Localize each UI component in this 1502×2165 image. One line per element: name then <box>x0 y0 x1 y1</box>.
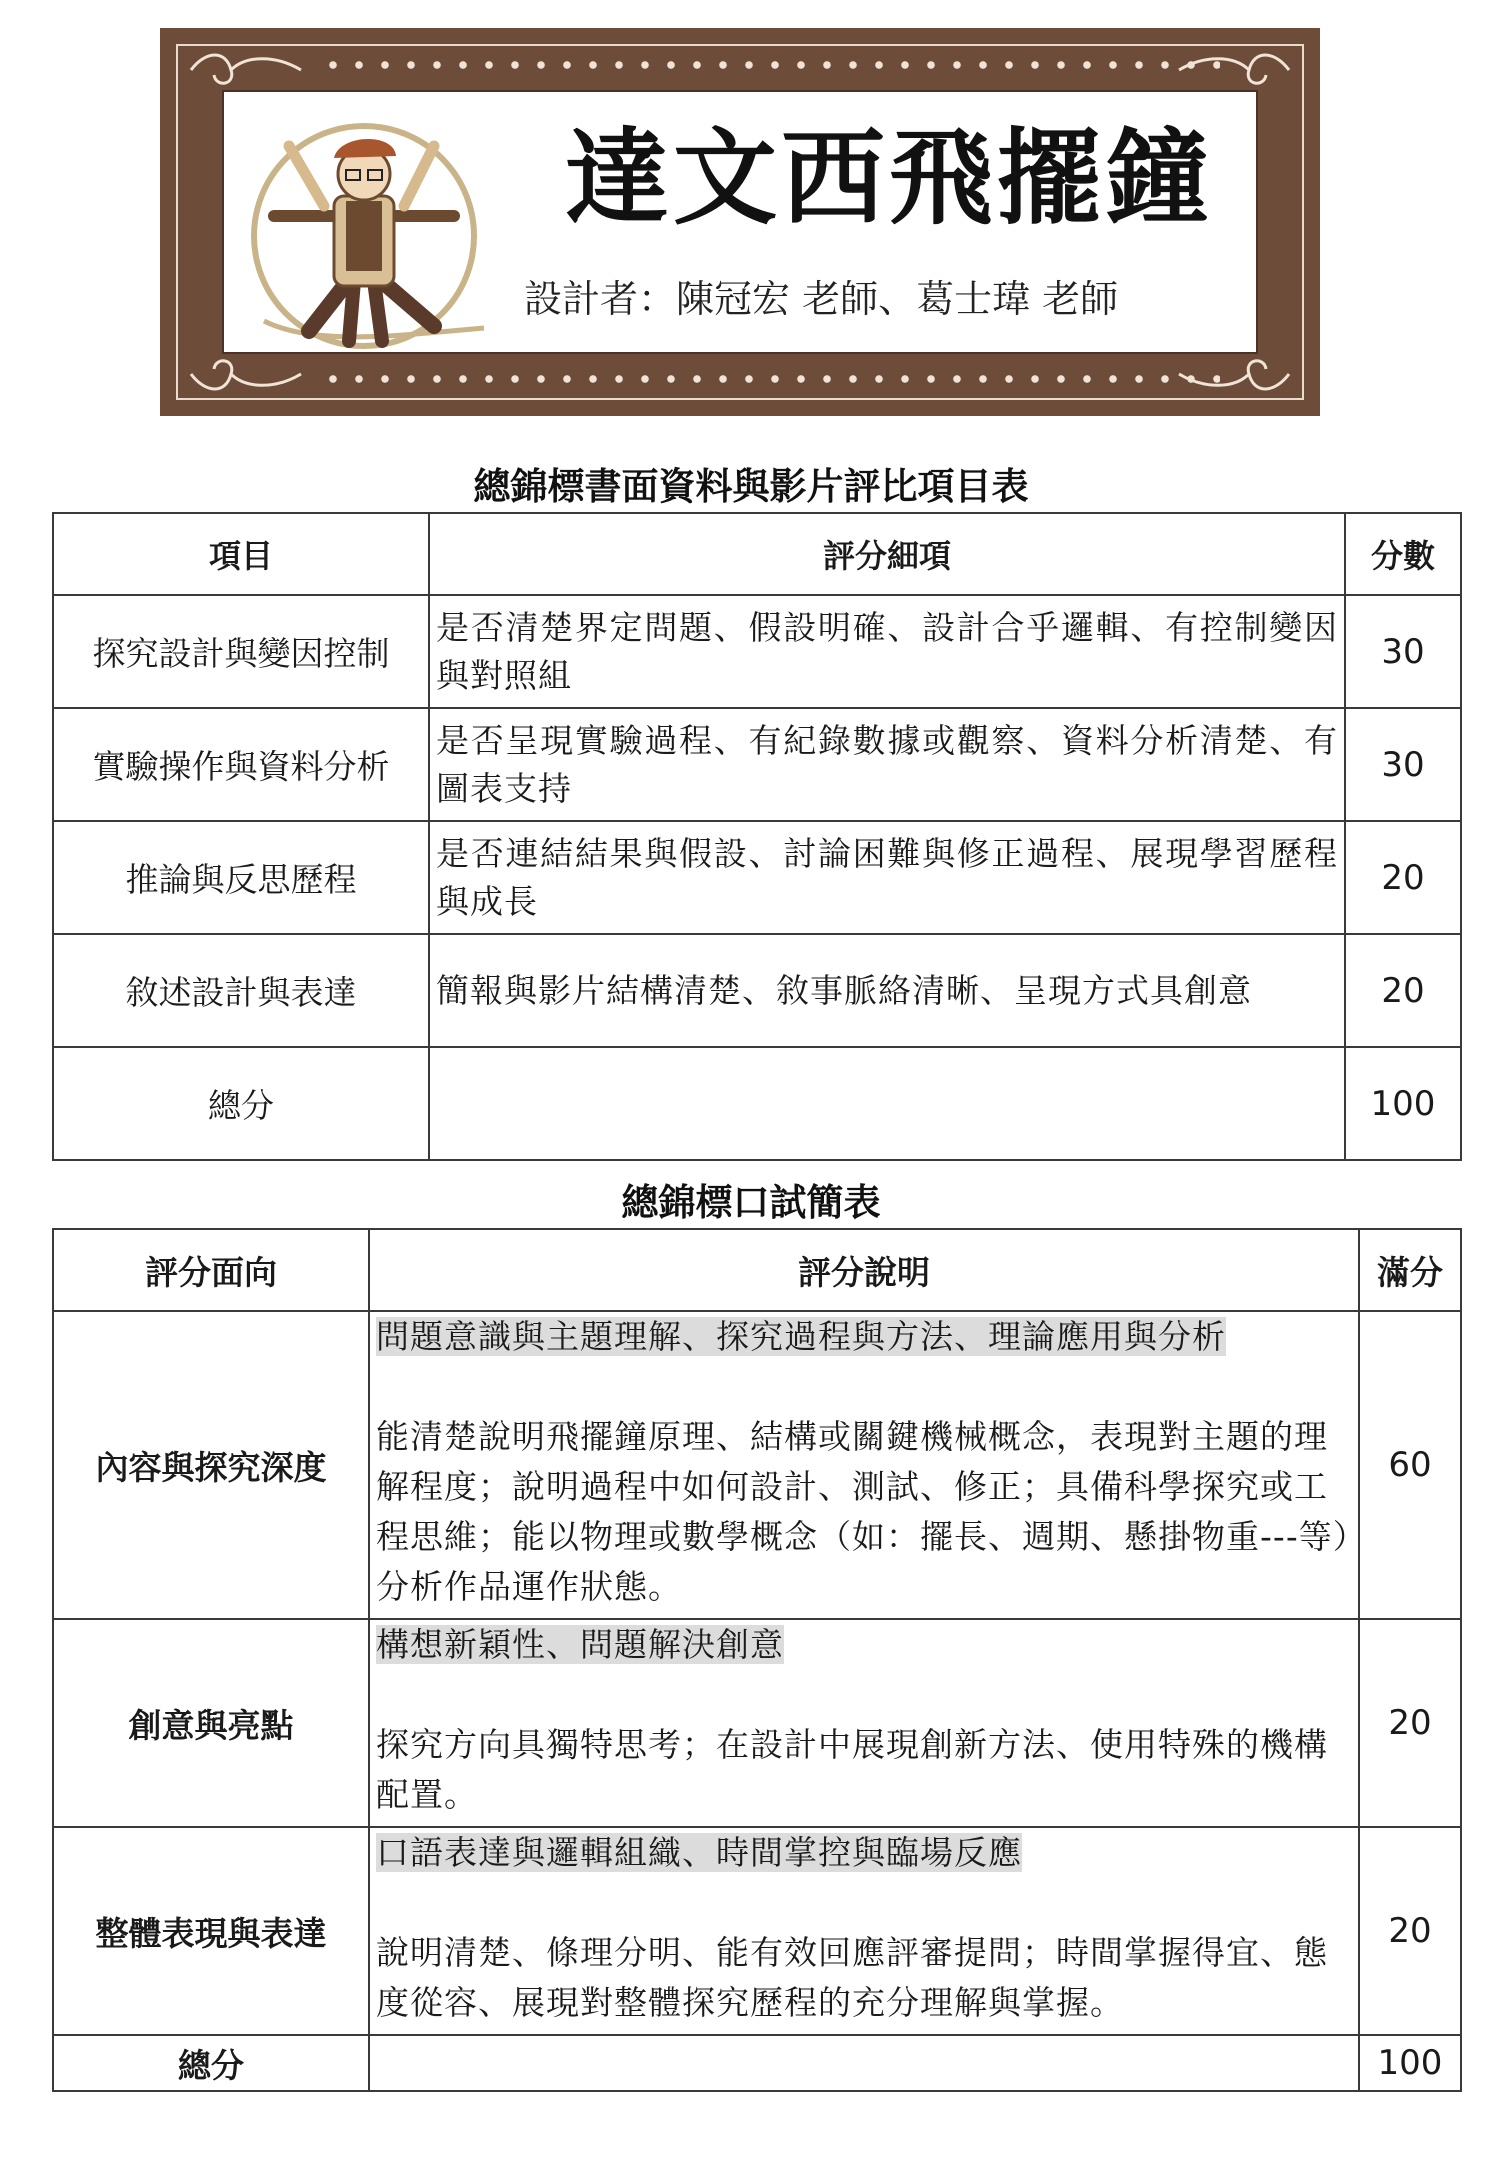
table2-title: 總錦標口試簡表 <box>621 1181 881 1224</box>
total-row <box>53 1047 1461 1160</box>
column-header: 分數 <box>1345 513 1461 595</box>
written-evaluation-table <box>52 512 1462 1161</box>
designer-credit: 設計者：陳冠宏 老師、葛士瑋 老師 <box>524 277 1119 321</box>
score-cell: 30 <box>1345 708 1461 821</box>
table-header-row <box>53 1229 1461 1311</box>
column-header: 評分說明 <box>369 1229 1359 1311</box>
score-cell: 60 <box>1359 1311 1461 1619</box>
criteria-body: 能清楚說明飛擺鐘原理、結構或關鍵機械概念，表現對主題的理解程度；說明過程中如何設計、測試、修正；具備科學探究或工程思維；能以物理或數學概念（如：擺長、週期、懸掛物重---等）分析作品運作狀態。 <box>376 1417 1351 1606</box>
score-cell: 20 <box>1359 1827 1461 2035</box>
criteria-highlight: 問題意識與主題理解、探究過程與方法、理論應用與分析 <box>376 1317 1226 1356</box>
column-header: 評分細項 <box>429 513 1345 595</box>
total-desc-cell <box>369 2035 1359 2091</box>
column-header: 項目 <box>53 513 429 595</box>
criteria-cell: 簡報與影片結構清楚、敘事脈絡清晰、呈現方式具創意 <box>429 934 1345 1047</box>
criteria-cell: 是否清楚界定問題、假設明確、設計合乎邏輯、有控制變因與對照組 <box>429 595 1345 708</box>
criteria-body: 說明清楚、條理分明、能有效回應評審提問；時間掌握得宜、態度從容、展現對整體探究歷程的充分理解與掌握。 <box>376 1933 1328 2022</box>
oral-exam-table <box>52 1228 1462 2092</box>
aspect-cell: 內容與探究深度 <box>53 1311 369 1619</box>
score-cell: 20 <box>1345 934 1461 1047</box>
total-label: 總分 <box>53 1047 429 1160</box>
score-cell: 30 <box>1345 595 1461 708</box>
column-header: 評分面向 <box>53 1229 369 1311</box>
score-cell: 20 <box>1359 1619 1461 1827</box>
total-desc-cell <box>429 1047 1345 1160</box>
table-row <box>53 708 1461 821</box>
item-cell: 推論與反思歷程 <box>53 821 429 934</box>
item-cell: 探究設計與變因控制 <box>53 595 429 708</box>
total-score: 100 <box>1345 1047 1461 1160</box>
banner-dot-row <box>320 372 1220 386</box>
aspect-cell: 整體表現與表達 <box>53 1827 369 2035</box>
column-header: 滿分 <box>1359 1229 1461 1311</box>
table-row <box>53 934 1461 1047</box>
page-title: 達文西飛擺鐘 <box>564 116 1213 239</box>
criteria-body: 探究方向具獨特思考；在設計中展現創新方法、使用特殊的機構配置。 <box>376 1725 1328 1814</box>
item-cell: 敘述設計與表達 <box>53 934 429 1047</box>
aspect-cell: 創意與亮點 <box>53 1619 369 1827</box>
explanation-cell <box>369 1311 1359 1619</box>
scroll-ornament-icon <box>186 50 306 90</box>
total-row <box>53 2035 1461 2091</box>
criteria-cell: 是否連結結果與假設、討論困難與修正過程、展現學習歷程與成長 <box>429 821 1345 934</box>
banner-panel <box>222 90 1258 354</box>
table-row <box>53 821 1461 934</box>
total-score: 100 <box>1359 2035 1461 2091</box>
table-row <box>53 1827 1461 2035</box>
vitruvian-boy-illustration <box>234 96 494 360</box>
table1-title: 總錦標書面資料與影片評比項目表 <box>473 465 1029 508</box>
criteria-cell: 是否呈現實驗過程、有紀錄數據或觀察、資料分析清楚、有圖表支持 <box>429 708 1345 821</box>
table-row <box>53 1311 1461 1619</box>
total-label: 總分 <box>53 2035 369 2091</box>
score-cell: 20 <box>1345 821 1461 934</box>
explanation-cell <box>369 1619 1359 1827</box>
table-row <box>53 595 1461 708</box>
table-row <box>53 1619 1461 1827</box>
criteria-highlight: 口語表達與邏輯組織、時間掌控與臨場反應 <box>376 1833 1022 1872</box>
table-header-row <box>53 513 1461 595</box>
banner-dot-row <box>320 58 1220 72</box>
item-cell: 實驗操作與資料分析 <box>53 708 429 821</box>
criteria-highlight: 構想新穎性、問題解決創意 <box>376 1625 784 1664</box>
explanation-cell <box>369 1827 1359 2035</box>
title-banner <box>160 28 1320 416</box>
scroll-ornament-icon <box>186 354 306 394</box>
